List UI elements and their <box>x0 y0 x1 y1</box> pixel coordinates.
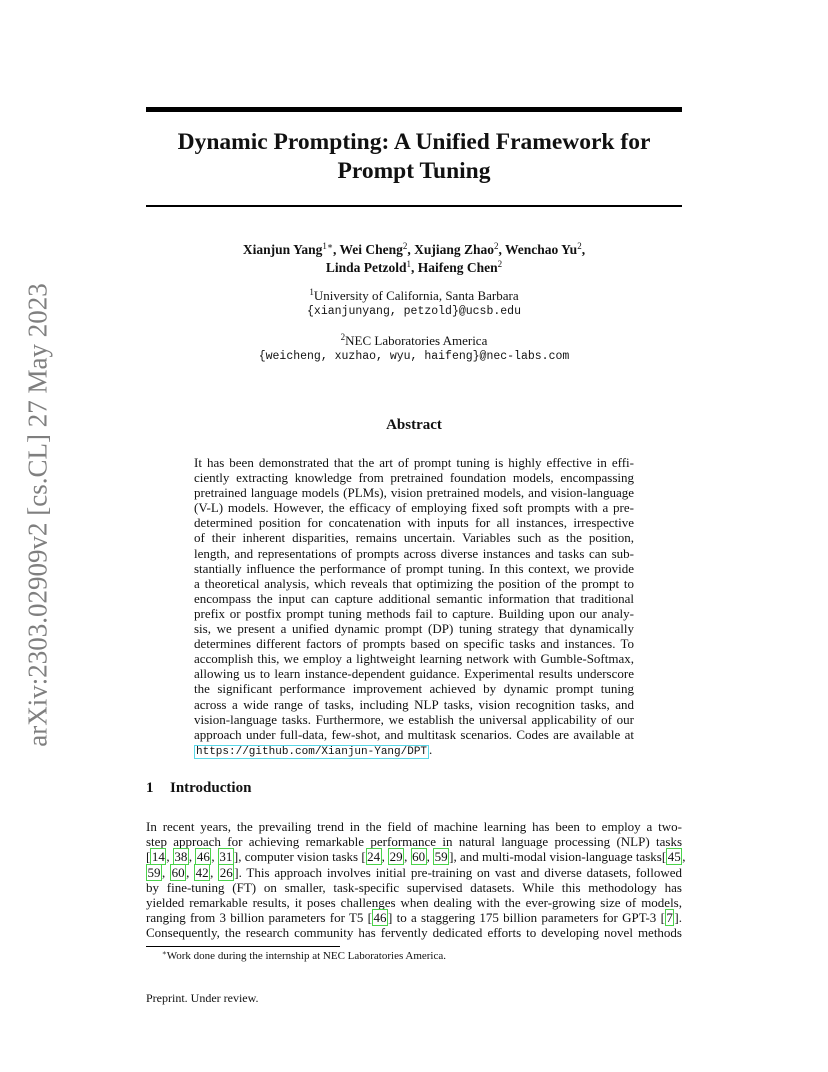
intro-line: ranging from 3 billion parameters for T5 [ 46 ] to a staggering 175 billion parameters for GPT-3 [ 7 ]. <box>146 910 682 926</box>
section-heading-introduction <box>146 780 251 797</box>
abstract-body <box>194 455 634 760</box>
abstract-line: of their inherent disparities, remains uncertain. Variables such as the position, <box>194 530 634 546</box>
affiliation-email: {xianjunyang, petzold}@ucsb.edu <box>307 305 521 318</box>
abstract-line: accomplish this, we employ a lightweight learning network with Gumble-Softmax, <box>194 651 634 667</box>
affiliation-name: NEC Laboratories America <box>345 333 488 348</box>
preprint-notice: Preprint. Under review. <box>146 991 259 1005</box>
author-affiliation: 2 <box>402 241 408 251</box>
intro-text: , computer vision tasks <box>238 849 362 865</box>
citation-link[interactable]: 45 <box>667 849 681 865</box>
abstract-line: length, and representations of prompts across diverse instances and tasks can sub- <box>194 545 634 561</box>
citation-link[interactable]: 60 <box>412 849 426 865</box>
intro-text: . This approach involves initial pre-training on vast and diverse datasets, followed <box>238 864 683 880</box>
abstract-line: stantially influence the performance of prompt tuning. In this context, we provide <box>194 560 634 576</box>
abstract-heading: Abstract <box>386 417 442 433</box>
author-name: Xianjun Yang <box>242 242 323 257</box>
abstract-line: determines different factors of prompts based on specific tasks and instances. To <box>194 636 634 652</box>
citation-link[interactable]: 59 <box>147 864 161 880</box>
abstract-line: pretrained language models (PLMs), vision pretrained models, and vision-language <box>194 485 634 501</box>
affiliation-name: University of California, Santa Barbara <box>313 288 519 303</box>
arxiv-id: arXiv:2303.02909v2 [cs.CL] 27 May 2023 <box>22 283 53 747</box>
abstract-line: vision-language tasks. Furthermore, we establish the universal applicability of our <box>194 711 634 727</box>
abstract-line <box>194 742 634 760</box>
intro-text: , and multi-modal vision-language tasks <box>453 849 662 865</box>
paper-title <box>146 128 682 186</box>
intro-text: to a staggering 175 billion parameters for GPT-3 <box>392 910 661 926</box>
citation-link[interactable]: 38 <box>174 849 188 865</box>
abstract-line: It has been demonstrated that the art of prompt tuning is highly effective in effi- <box>194 455 634 470</box>
author-affiliation: 1 <box>406 259 411 269</box>
author-name: Xujiang Zhao <box>414 242 495 257</box>
abstract-line: determined position for concatenation with inputs for all instances, irrespective <box>194 515 634 531</box>
abstract-line: across a wide range of tasks, including NLP tasks, vision recognition tasks, and <box>194 696 634 712</box>
intro-line: by fine-tuning (FT) on smaller, task-specific supervised datasets. While this methodology has <box>146 879 682 895</box>
citation-link[interactable]: 26 <box>219 864 233 880</box>
abstract-line: (V-L) models. However, the efficacy of employing fixed soft prompts with a pre- <box>194 500 634 516</box>
author-affiliation: 1 <box>322 241 327 251</box>
intro-text: ranging from 3 billion parameters for T5 <box>146 910 368 926</box>
intro-line: yielded remarkable results, it poses challenges when dealing with the ever-growing size of models, <box>146 895 682 911</box>
footnote-mark: ∗ <box>162 949 167 957</box>
affiliation-1 <box>146 288 682 320</box>
citation-link[interactable]: 7 <box>666 910 673 926</box>
abstract-line: approach under full-data, few-shot, and multitask scenarios. Codes are available at <box>194 726 634 742</box>
abstract-line: a theoretical analysis, which reveals that optimizing the position of the prompt to <box>194 575 634 591</box>
affiliation-number: 1 <box>309 287 314 297</box>
intro-line: 59 , 60 , 42 , 26 ]. This approach involves initial pre-training on vast and diverse datasets, followed <box>147 864 683 880</box>
footnote-text: Work done during the internship at NEC Laboratories America. <box>166 950 446 962</box>
abstract-line: prefix or postfix prompt tuning methods fail to capture. Building upon our analy- <box>194 605 634 621</box>
author-list <box>146 241 682 277</box>
section-number: 1 <box>146 780 154 796</box>
abstract-line: ciently extracting knowledge from pretrained foundation models, encompassing <box>194 470 634 486</box>
intro-line: In recent years, the prevailing trend in the field of machine learning has been to employ a two- <box>146 819 682 834</box>
citation-link[interactable]: 59 <box>434 849 448 865</box>
footnote-rule <box>146 946 340 947</box>
author-affiliation: 2 <box>577 241 582 251</box>
author-name: Wei Cheng <box>339 242 403 257</box>
citation-link[interactable]: 46 <box>373 910 387 926</box>
author-affiliation: 2 <box>497 259 503 269</box>
author-affiliation: 2 <box>494 241 499 251</box>
affiliation-number: 2 <box>340 332 346 342</box>
citation-link[interactable]: 24 <box>367 849 381 865</box>
author-line-2: Linda Petzold$^1$, Haifeng Chen$^2$ <box>325 259 503 275</box>
author-line-1: Xianjun Yang$^{1∗}$, Wei Cheng$^2$, Xujiang Zhao$^2$, Wenchao Yu$^2$, <box>242 241 586 257</box>
intro-text: . <box>678 910 682 926</box>
citation-link[interactable]: 60 <box>171 864 185 880</box>
author-name: Haifeng Chen <box>417 260 498 275</box>
author-footnote-mark[interactable]: ∗ <box>326 241 333 251</box>
introduction-body <box>146 819 686 941</box>
author-name: Linda Petzold <box>325 260 407 275</box>
abstract-line: the significant performance improvement achieved by dynamic prompt tuning <box>194 681 634 697</box>
citation-link[interactable]: 42 <box>195 864 209 880</box>
abstract-line: encompass the input can capture additional semantic information that traditional <box>194 590 634 606</box>
link-suffix: . <box>429 741 433 757</box>
abstract-line: sis, we present a unified dynamic prompt (DP) tuning strategy that dynamically <box>194 621 634 637</box>
citation-link[interactable]: 29 <box>389 849 403 865</box>
citation-link[interactable]: 14 <box>151 849 165 865</box>
title-top-rule <box>146 107 682 112</box>
section-title: Introduction <box>170 780 252 796</box>
title-bottom-rule <box>146 205 682 207</box>
citation-link[interactable]: 46 <box>196 849 210 865</box>
title-line-2: Prompt Tuning <box>337 158 491 184</box>
author-name: Wenchao Yu <box>505 242 578 257</box>
footnote <box>146 950 682 963</box>
title-line-1: Dynamic Prompting: A Unified Framework for <box>177 129 651 155</box>
citation-link[interactable]: 31 <box>219 849 233 865</box>
intro-line: [ 14 , 38 , 46 , 31 ], computer vision tasks [ 24 , 29 , 60 , 59 ], and multi-modal vision-language tasks[ 45 , <box>146 849 686 865</box>
arxiv-sidebar <box>18 270 58 760</box>
intro-line: Consequently, the research community has fervently dedicated efforts to developing novel methods <box>146 925 682 941</box>
affiliation-email: {weicheng, xuzhao, wyu, haifeng}@nec-labs.com <box>258 350 570 363</box>
intro-line: step approach for achieving remarkable performance in natural language processing (NLP) tasks <box>146 834 682 850</box>
abstract-line: allowing us to learn instance-dependent guidance. Experimental results underscore <box>194 666 634 682</box>
affiliation-2 <box>146 333 682 365</box>
code-link[interactable]: https://github.com/Xianjun-Yang/DPT <box>196 745 428 758</box>
